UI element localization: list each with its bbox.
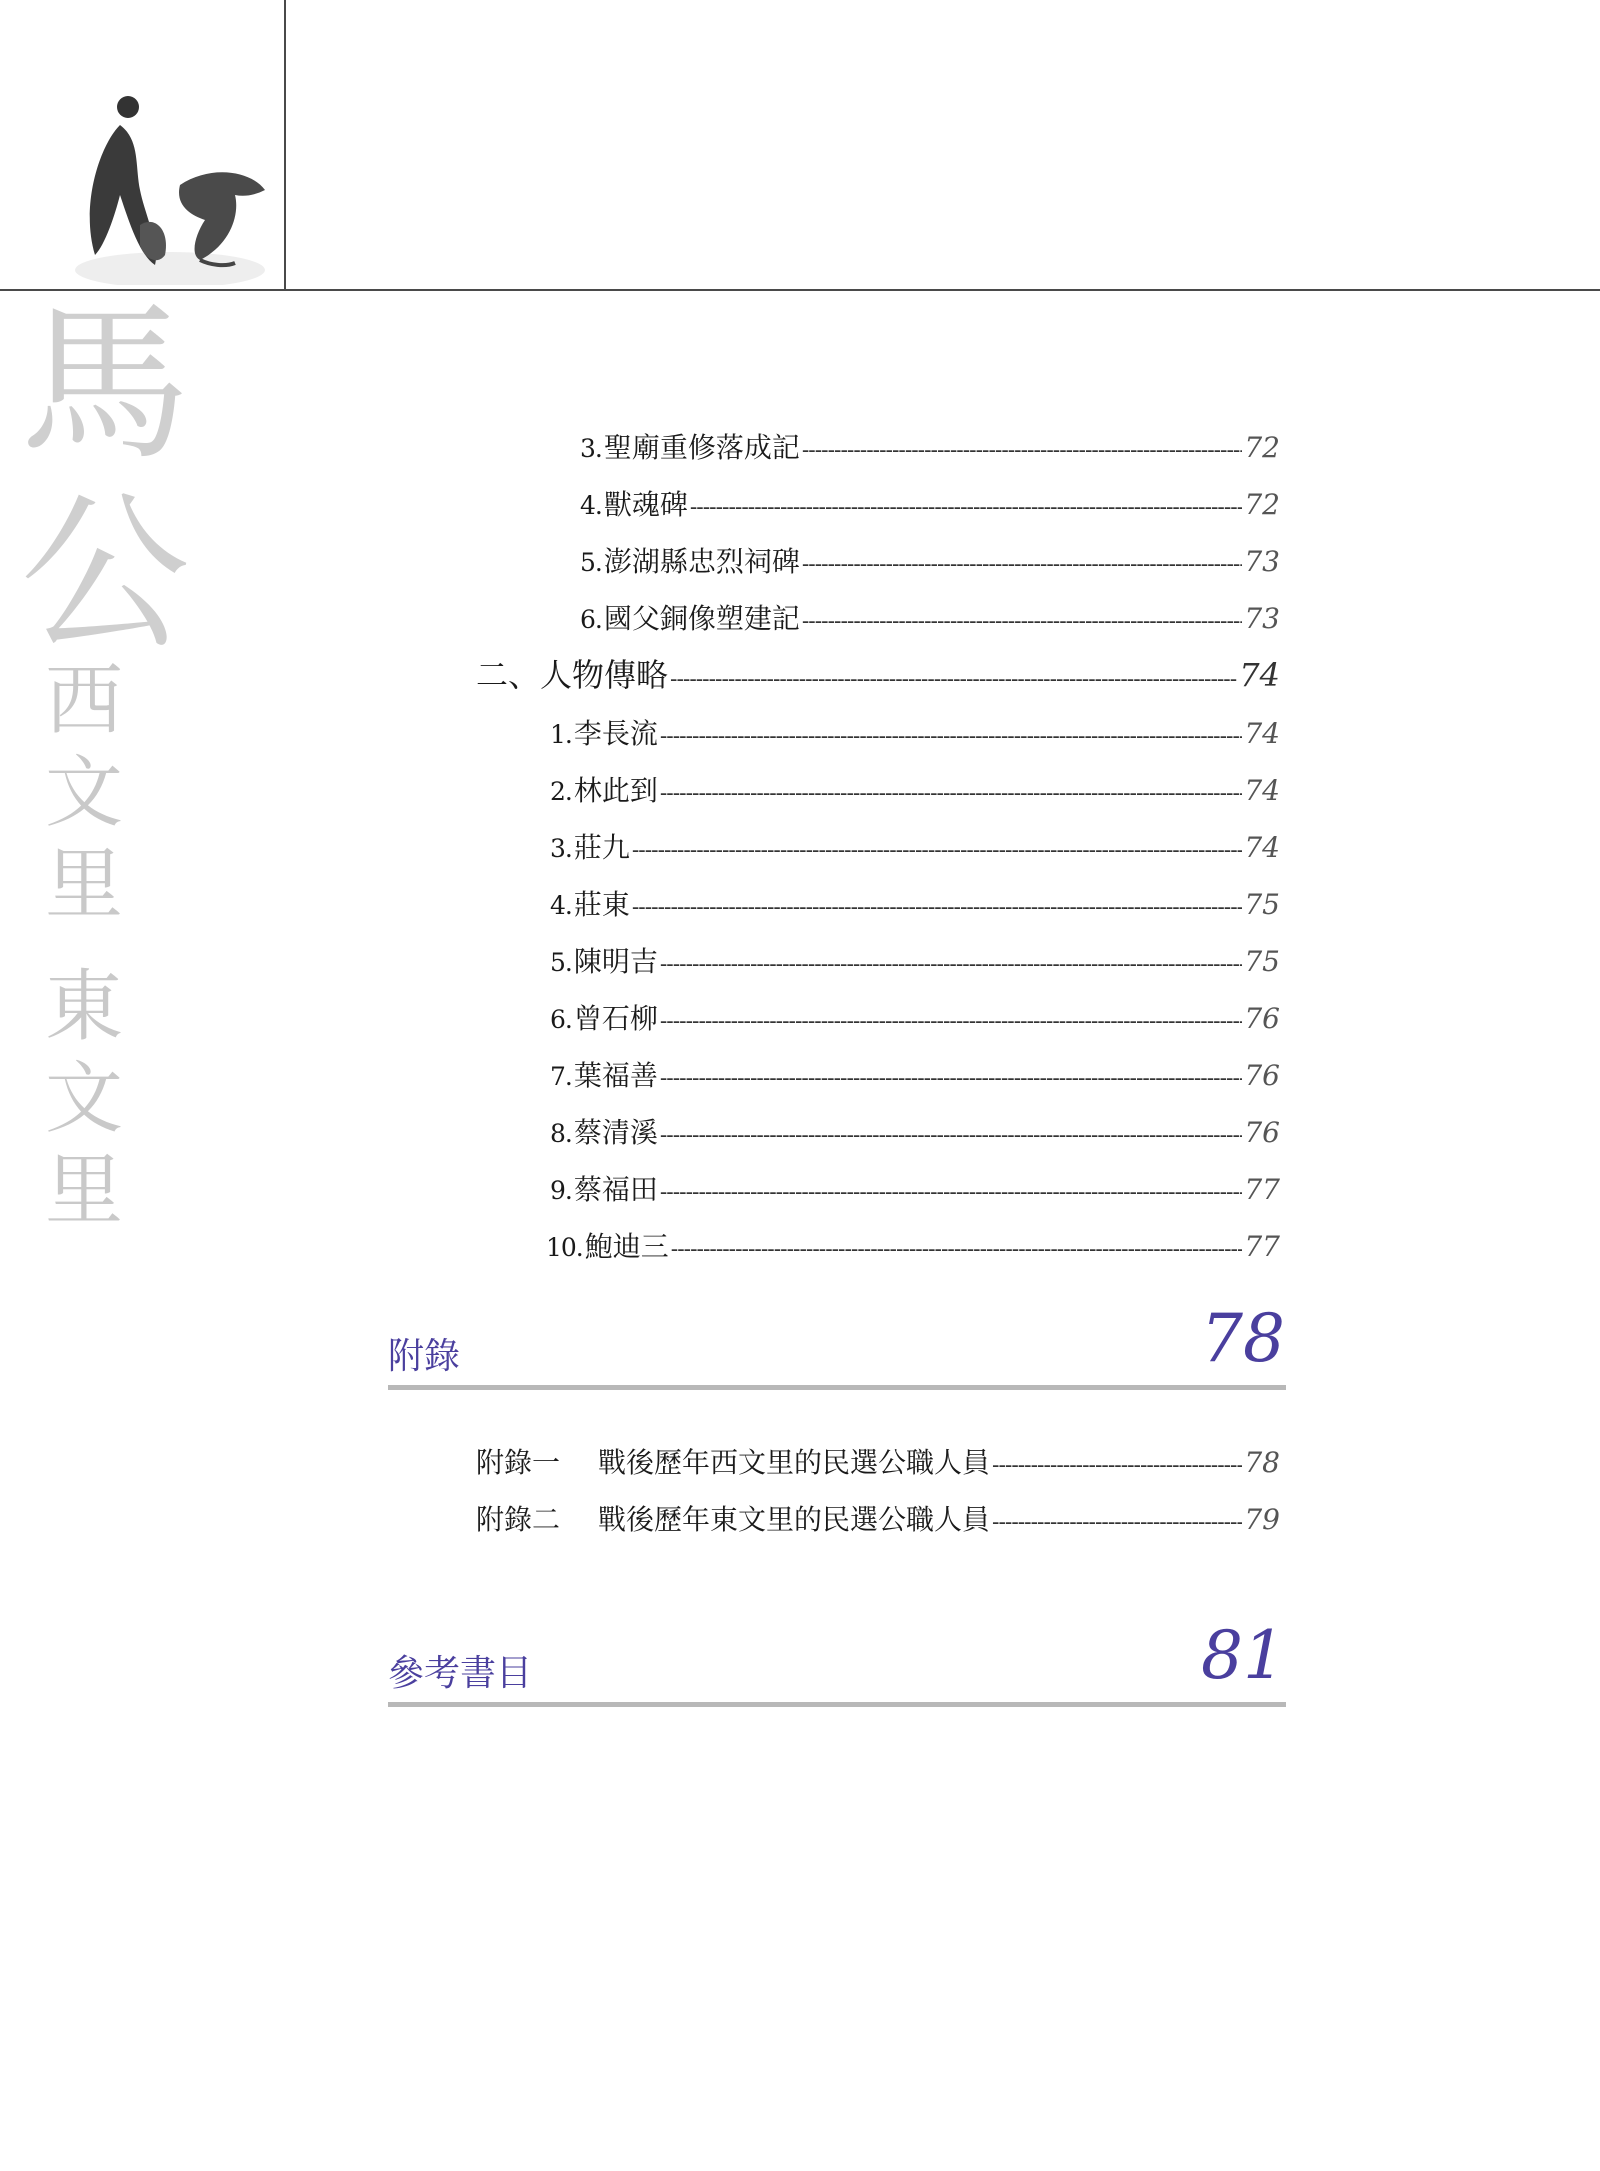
toc-entry-label: 林此到 bbox=[573, 774, 658, 807]
references-page-number: 81 bbox=[1201, 1617, 1285, 1694]
toc-entry-number: 1. bbox=[550, 720, 572, 749]
appendix-entry-label: 戰後歷年西文里的民選公職人員 bbox=[598, 1446, 991, 1479]
toc-entry[interactable] bbox=[550, 1170, 1280, 1210]
toc-leader-dots bbox=[632, 831, 1242, 868]
watermark-char: 里 bbox=[45, 1146, 124, 1236]
toc-entry[interactable] bbox=[580, 599, 1280, 639]
toc-entry-page: 74 bbox=[1244, 774, 1280, 807]
appendix-entry-page: 78 bbox=[1244, 1446, 1280, 1479]
toc-entry-page: 72 bbox=[1244, 431, 1280, 464]
toc-leader-dots bbox=[660, 1059, 1242, 1096]
toc-leader-dots bbox=[671, 1230, 1243, 1267]
toc-entry[interactable] bbox=[550, 885, 1280, 925]
watermark-char: 公 bbox=[20, 476, 191, 674]
toc-entry-number: 5. bbox=[580, 548, 602, 577]
watermark-char: 西 bbox=[45, 656, 124, 746]
toc-entry-label: 曾石柳 bbox=[573, 1002, 658, 1035]
toc-leader-dots bbox=[660, 1002, 1242, 1039]
toc-leader-dots bbox=[670, 660, 1237, 695]
toc-leader-dots bbox=[802, 545, 1242, 582]
toc-entry-label: 莊九 bbox=[573, 831, 630, 864]
toc-entry-number: 4. bbox=[550, 891, 572, 920]
toc-section-heading[interactable] bbox=[476, 655, 1280, 695]
toc-entry-number: 6. bbox=[550, 1005, 572, 1034]
appendix-entry-label: 戰後歷年東文里的民選公職人員 bbox=[598, 1503, 991, 1536]
toc-entry[interactable] bbox=[550, 714, 1280, 754]
toc-entry-page: 76 bbox=[1244, 1002, 1280, 1035]
toc-leader-dots bbox=[660, 774, 1242, 811]
watermark-title-small bbox=[45, 655, 155, 1237]
watermark-char: 馬 bbox=[20, 286, 191, 484]
toc-entry-number: 4. bbox=[580, 491, 602, 520]
toc-leader-dots bbox=[802, 431, 1242, 468]
toc-leader-dots bbox=[660, 945, 1242, 982]
toc-leader-dots bbox=[660, 1116, 1242, 1153]
toc-entry-page: 75 bbox=[1244, 888, 1280, 921]
toc-entry-page: 77 bbox=[1244, 1230, 1280, 1263]
toc-entry-label: 蔡清溪 bbox=[573, 1116, 658, 1149]
toc-entry-page: 76 bbox=[1244, 1116, 1280, 1149]
toc-entry-label: 聖廟重修落成記 bbox=[603, 431, 800, 464]
toc-entry[interactable] bbox=[550, 771, 1280, 811]
dolphin-sculpture-icon bbox=[60, 95, 280, 285]
toc-leader-dots bbox=[660, 1173, 1242, 1210]
header-vertical-rule bbox=[284, 0, 286, 290]
toc-entry-number: 9. bbox=[550, 1176, 572, 1205]
toc-entry[interactable] bbox=[580, 485, 1280, 525]
toc-entry-number: 3. bbox=[580, 434, 602, 463]
toc-entry-label: 澎湖縣忠烈祠碑 bbox=[603, 545, 800, 578]
toc-entry-number: 5. bbox=[550, 948, 572, 977]
toc-entry-page: 72 bbox=[1244, 488, 1280, 521]
toc-entry[interactable] bbox=[580, 542, 1280, 582]
toc-entry[interactable] bbox=[550, 999, 1280, 1039]
watermark-char: 東 bbox=[45, 962, 124, 1052]
toc-entry[interactable] bbox=[550, 942, 1280, 982]
toc-entry-page: 73 bbox=[1244, 545, 1280, 578]
toc-entry[interactable] bbox=[546, 1227, 1280, 1267]
toc-entry[interactable] bbox=[550, 828, 1280, 868]
toc-leader-dots bbox=[690, 488, 1242, 525]
toc-entry-page: 74 bbox=[1244, 717, 1280, 750]
appendix-entry-page: 79 bbox=[1244, 1503, 1280, 1536]
watermark-char: 里 bbox=[45, 840, 124, 930]
toc-leader-dots bbox=[992, 1446, 1242, 1483]
toc-entry-label: 莊東 bbox=[573, 888, 630, 921]
appendix-entry-code: 附錄二 bbox=[476, 1503, 561, 1536]
appendix-entry[interactable] bbox=[476, 1500, 1280, 1540]
toc-entry-label: 國父銅像塑建記 bbox=[603, 602, 800, 635]
toc-leader-dots bbox=[632, 888, 1242, 925]
toc-entry-label: 獸魂碑 bbox=[603, 488, 688, 521]
appendix-entry[interactable] bbox=[476, 1443, 1280, 1483]
appendix-entry-code: 附錄一 bbox=[476, 1446, 561, 1479]
toc-entry-label: 陳明吉 bbox=[573, 945, 658, 978]
toc-entry-number: 7. bbox=[550, 1062, 572, 1091]
watermark-title-large bbox=[20, 286, 320, 674]
toc-leader-dots bbox=[802, 602, 1242, 639]
toc-entry[interactable] bbox=[580, 428, 1280, 468]
toc-entry-number: 3. bbox=[550, 834, 572, 863]
toc-entry-page: 77 bbox=[1244, 1173, 1280, 1206]
appendix-title[interactable]: 附錄 bbox=[388, 1336, 461, 1377]
references-rule bbox=[388, 1702, 1286, 1707]
toc-leader-dots bbox=[992, 1503, 1242, 1540]
references-title[interactable]: 參考書目 bbox=[388, 1653, 533, 1694]
toc-entry-label: 鮑迪三 bbox=[584, 1230, 669, 1263]
watermark-char: 文 bbox=[45, 1054, 124, 1144]
toc-entry-label: 李長流 bbox=[573, 717, 658, 750]
watermark-char: 文 bbox=[45, 748, 124, 838]
toc-entry[interactable] bbox=[550, 1056, 1280, 1096]
toc-entry-number: 8. bbox=[550, 1119, 572, 1148]
toc-entry-label: 蔡福田 bbox=[573, 1173, 658, 1206]
toc-entry-page: 74 bbox=[1244, 831, 1280, 864]
toc-section-page: 74 bbox=[1239, 656, 1280, 694]
toc-entry-label: 葉福善 bbox=[573, 1059, 658, 1092]
toc-section-label: 二、人物傳略 bbox=[476, 656, 669, 694]
appendix-page-number: 78 bbox=[1201, 1300, 1285, 1377]
toc-entry-page: 76 bbox=[1244, 1059, 1280, 1092]
toc-entry-number: 6. bbox=[580, 605, 602, 634]
toc-entry-number: 2. bbox=[550, 777, 572, 806]
toc-entry-page: 73 bbox=[1244, 602, 1280, 635]
toc-leader-dots bbox=[660, 717, 1242, 754]
toc-entry-number: 10. bbox=[546, 1233, 583, 1262]
toc-entry-page: 75 bbox=[1244, 945, 1280, 978]
appendix-rule bbox=[388, 1385, 1286, 1390]
toc-entry[interactable] bbox=[550, 1113, 1280, 1153]
